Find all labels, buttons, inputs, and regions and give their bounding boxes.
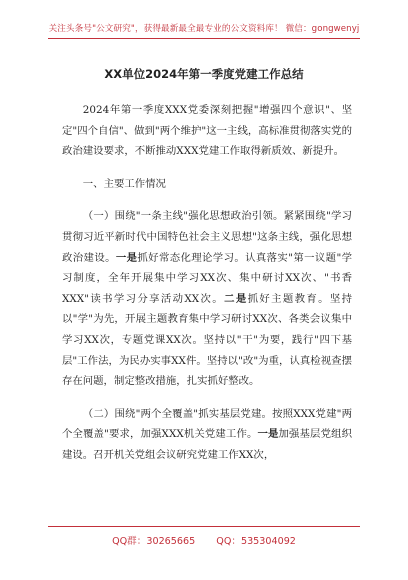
paragraph-1	[62, 206, 352, 391]
section-heading: 一、主要工作情况	[82, 177, 166, 190]
watermark-header: 关注头条号"公文研究"，获得最新最全最专业的公文资料库！ 微信：gongwenyj	[48, 24, 360, 34]
paragraph-2	[62, 404, 352, 466]
document-body	[62, 100, 352, 478]
watermark-footer	[0, 533, 408, 547]
bold-marker-2: 二是	[224, 292, 248, 305]
paragraph-2-part-2: 加强基层党组织建设。召开机关党组会议研究党建工作XX次，	[62, 428, 352, 461]
paragraph-2-lead: （二）围绕"两个全覆盖"抓实基层党建。按照XXX党建"两个全覆盖"要求，加强XXX机关党建工作。	[62, 407, 352, 441]
paragraph-1-part-3: 抓好主题教育。坚持以"学"为先，开展主题教育集中学习研讨XX次、各类会议集中学习XX次，专题党课XX次。坚持以"干"为要，践行"四下基层"工作法，为民办实事XX件。坚持以"改"为重，认真检视查摆存在问题，制定整改措施，扎实抓好整改。	[62, 292, 353, 388]
document-title: XX单位2024年第一季度党建工作总结	[104, 67, 304, 81]
bold-marker-1: 一是	[115, 251, 138, 264]
qq-number: QQ：535304092	[216, 536, 296, 547]
header-divider	[48, 38, 360, 39]
bold-marker-3: 一是	[257, 428, 279, 441]
paragraph-1-lead: （一）围绕"一条主线"强化思想政治引领。紧紧围绕"学习贯彻习近平新时代中国特色社会主义思想"这条主线，强化思想政治建设。	[62, 210, 352, 264]
footer-divider	[48, 526, 360, 527]
qq-group-number: QQ群：30265665	[112, 536, 196, 547]
paragraph-1-part-2: 抓好常态化理论学习。认真落实"第一议题"学习制度，全年开展集中学习XX次、集中研讨XX次、"书香XXX"读书学习分享活动XX次。	[62, 251, 353, 305]
intro-paragraph: 2024年第一季度XXX党委深刻把握"增强四个意识"、坚定"四个自信"、做到"两个维护"这一主线，高标准贯彻落实党的政治建设要求，不断推动XXX党建工作取得新质效、新提升。	[62, 104, 352, 158]
